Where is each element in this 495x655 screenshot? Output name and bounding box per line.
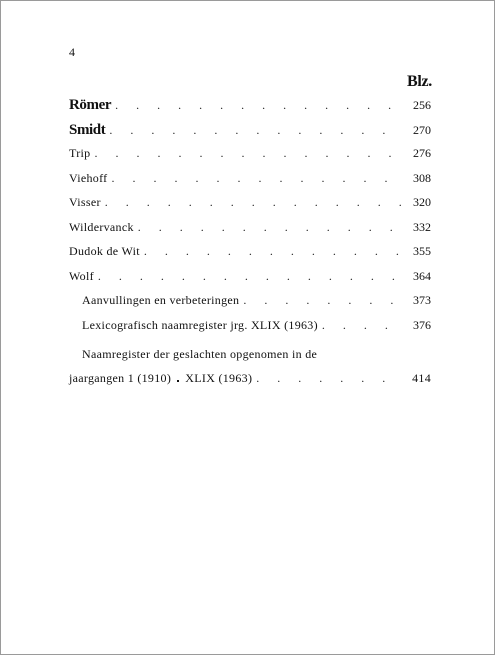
dot-leader: [105, 195, 403, 210]
toc-entry-title: Dudok de Wit: [69, 244, 140, 258]
toc-entry: [69, 97, 431, 122]
toc-entry: [69, 171, 431, 196]
toc-entry: [69, 293, 431, 318]
toc-entry-title-line2: [69, 366, 431, 390]
dot-leader: [115, 98, 403, 113]
dot-leader: [322, 318, 403, 333]
toc-entry-title-line1: Naamregister der geslachten opgenomen in de: [82, 347, 318, 361]
toc-entry-page: 308: [413, 170, 431, 185]
toc-entry-multiline: [69, 342, 431, 390]
page-number: 4: [69, 45, 75, 59]
toc-entry-title: Visser: [69, 195, 101, 209]
dot-leader: [138, 220, 403, 235]
toc-entry-page: 320: [413, 195, 431, 209]
toc-entry-page: 332: [413, 219, 431, 234]
toc-entry: [69, 220, 431, 245]
toc-entry: [69, 318, 431, 343]
dot-leader: [144, 244, 403, 259]
toc-entry-page: 355: [413, 244, 431, 258]
toc-entry-title: Wolf: [69, 268, 94, 283]
toc-entry: [69, 146, 431, 171]
toc-entry-page: 414: [412, 371, 431, 385]
toc-entry-title: Smidt: [69, 121, 106, 138]
toc-entry-title: Aanvullingen en verbeteringen: [82, 293, 240, 307]
toc-entry: [69, 244, 431, 269]
dot-leader: [243, 293, 403, 308]
toc-entry-title: Lexicografisch naamregister jrg. XLIX (1963): [82, 317, 318, 332]
page-column-heading: Blz.: [406, 73, 432, 90]
toc-entry-title: Wildervanck: [69, 219, 134, 234]
table-of-contents: [69, 97, 431, 390]
toc-entry-page: 376: [413, 317, 431, 332]
toc-entry: [69, 195, 431, 220]
toc-entry-title: Viehoff: [69, 170, 108, 185]
dash-separator: [177, 380, 179, 382]
dot-leader: [111, 171, 403, 186]
dot-leader: [98, 269, 403, 284]
toc-entry-title-line2-end: XLIX (1963): [185, 371, 253, 385]
toc-entry-title: Römer: [69, 97, 112, 113]
toc-entry: [69, 269, 431, 294]
toc-entry-page: 373: [413, 293, 431, 307]
toc-entry-page: 256: [413, 98, 431, 112]
dot-leader: [94, 146, 403, 161]
dot-leader: [256, 366, 403, 390]
dot-leader: [109, 123, 403, 138]
toc-entry-page: 276: [413, 146, 431, 160]
toc-entry-page: 364: [413, 268, 431, 283]
toc-entry-page: 270: [413, 122, 431, 137]
toc-entry: [69, 122, 431, 147]
toc-entry-title-line2-start: jaargangen 1 (1910): [69, 371, 172, 385]
toc-entry-title: Trip: [69, 146, 91, 160]
